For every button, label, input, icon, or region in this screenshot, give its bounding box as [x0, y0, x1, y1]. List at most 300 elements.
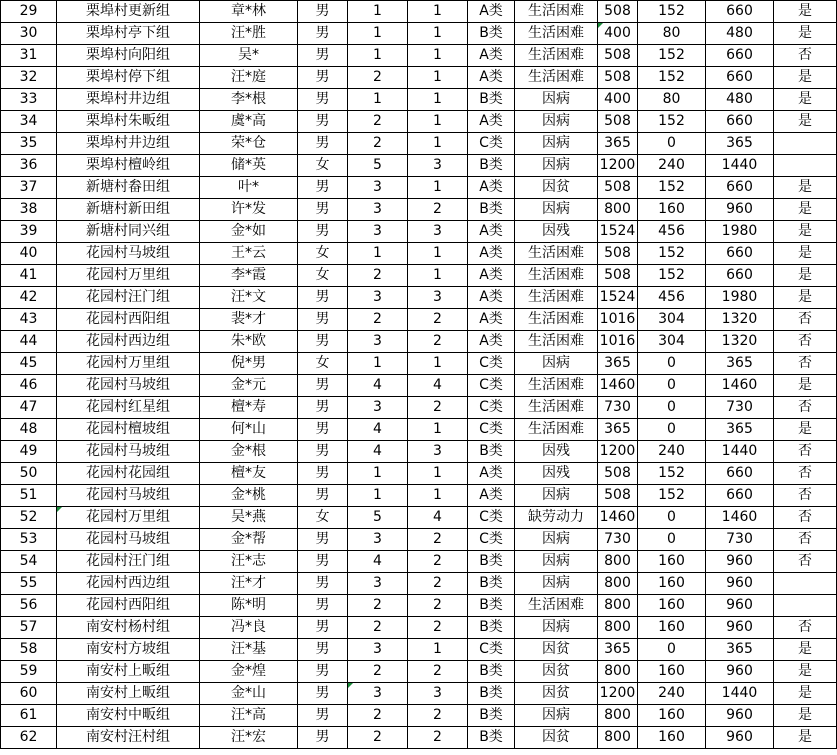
village-group[interactable]: 南安村汪村组 — [57, 727, 200, 749]
status-flag[interactable]: 是 — [774, 89, 837, 111]
household-size[interactable]: 3 — [348, 287, 408, 309]
gender[interactable]: 男 — [298, 45, 348, 67]
status-flag[interactable]: 是 — [774, 419, 837, 441]
amount-2[interactable]: 160 — [638, 661, 706, 683]
table-row[interactable] — [1, 573, 837, 595]
village-group[interactable]: 花园村马坡组 — [57, 243, 200, 265]
total-amount[interactable]: 660 — [706, 485, 774, 507]
status-flag[interactable]: 是 — [774, 199, 837, 221]
gender[interactable]: 男 — [298, 639, 348, 661]
total-amount[interactable]: 660 — [706, 1, 774, 23]
village-group[interactable]: 花园村马坡组 — [57, 441, 200, 463]
category[interactable]: B类 — [468, 617, 515, 639]
total-amount[interactable]: 960 — [706, 661, 774, 683]
row-number[interactable]: 52 — [1, 507, 57, 529]
person-name[interactable]: 金*煌 — [200, 661, 298, 683]
total-amount[interactable]: 1440 — [706, 441, 774, 463]
count[interactable]: 1 — [408, 111, 468, 133]
row-number[interactable]: 55 — [1, 573, 57, 595]
table-row[interactable] — [1, 617, 837, 639]
status-flag[interactable]: 是 — [774, 705, 837, 727]
household-size[interactable]: 2 — [348, 111, 408, 133]
table-row[interactable] — [1, 727, 837, 749]
category[interactable]: B类 — [468, 23, 515, 45]
reason[interactable]: 因病 — [515, 199, 598, 221]
status-flag[interactable]: 否 — [774, 507, 837, 529]
table-row[interactable] — [1, 177, 837, 199]
gender[interactable]: 男 — [298, 463, 348, 485]
person-name[interactable]: 金*元 — [200, 375, 298, 397]
count[interactable]: 3 — [408, 287, 468, 309]
status-flag[interactable]: 否 — [774, 353, 837, 375]
status-flag[interactable] — [774, 573, 837, 595]
person-name[interactable]: 吴*燕 — [200, 507, 298, 529]
village-group[interactable]: 栗埠村亭下组 — [57, 23, 200, 45]
total-amount[interactable]: 1460 — [706, 375, 774, 397]
amount-1[interactable]: 1524 — [598, 287, 638, 309]
row-number[interactable]: 36 — [1, 155, 57, 177]
gender[interactable]: 男 — [298, 375, 348, 397]
amount-2[interactable]: 304 — [638, 331, 706, 353]
row-number[interactable]: 31 — [1, 45, 57, 67]
amount-2[interactable]: 160 — [638, 551, 706, 573]
status-flag[interactable] — [774, 155, 837, 177]
reason[interactable]: 生活困难 — [515, 243, 598, 265]
amount-1[interactable]: 800 — [598, 595, 638, 617]
village-group[interactable]: 花园村马坡组 — [57, 485, 200, 507]
amount-2[interactable]: 160 — [638, 727, 706, 749]
gender[interactable]: 女 — [298, 265, 348, 287]
total-amount[interactable]: 480 — [706, 89, 774, 111]
gender[interactable]: 男 — [298, 551, 348, 573]
category[interactable]: A类 — [468, 331, 515, 353]
row-number[interactable]: 35 — [1, 133, 57, 155]
amount-1[interactable]: 508 — [598, 1, 638, 23]
gender[interactable]: 男 — [298, 419, 348, 441]
category[interactable]: A类 — [468, 485, 515, 507]
household-size[interactable]: 4 — [348, 419, 408, 441]
household-size[interactable]: 2 — [348, 67, 408, 89]
reason[interactable]: 生活困难 — [515, 265, 598, 287]
person-name[interactable]: 金*如 — [200, 221, 298, 243]
amount-1[interactable]: 800 — [598, 199, 638, 221]
village-group[interactable]: 南安村杨村组 — [57, 617, 200, 639]
status-flag[interactable]: 否 — [774, 309, 837, 331]
amount-2[interactable]: 160 — [638, 573, 706, 595]
amount-1[interactable]: 400 — [598, 23, 638, 45]
reason[interactable]: 因残 — [515, 221, 598, 243]
table-row[interactable] — [1, 661, 837, 683]
category[interactable]: B类 — [468, 683, 515, 705]
count[interactable]: 1 — [408, 463, 468, 485]
village-group[interactable]: 花园村西边组 — [57, 331, 200, 353]
amount-2[interactable]: 80 — [638, 23, 706, 45]
household-size[interactable]: 1 — [348, 1, 408, 23]
person-name[interactable]: 储*英 — [200, 155, 298, 177]
row-number[interactable]: 38 — [1, 199, 57, 221]
gender[interactable]: 男 — [298, 397, 348, 419]
amount-1[interactable]: 508 — [598, 177, 638, 199]
reason[interactable]: 生活困难 — [515, 595, 598, 617]
row-number[interactable]: 48 — [1, 419, 57, 441]
gender[interactable]: 男 — [298, 199, 348, 221]
count[interactable]: 2 — [408, 199, 468, 221]
row-number[interactable]: 53 — [1, 529, 57, 551]
amount-1[interactable]: 800 — [598, 727, 638, 749]
village-group[interactable]: 南安村上畈组 — [57, 661, 200, 683]
village-group[interactable]: 南安村中畈组 — [57, 705, 200, 727]
amount-2[interactable]: 0 — [638, 507, 706, 529]
amount-1[interactable]: 1016 — [598, 331, 638, 353]
row-number[interactable]: 34 — [1, 111, 57, 133]
household-size[interactable]: 2 — [348, 727, 408, 749]
reason[interactable]: 因贫 — [515, 727, 598, 749]
row-number[interactable]: 54 — [1, 551, 57, 573]
village-group[interactable]: 新塘村新田组 — [57, 199, 200, 221]
gender[interactable]: 男 — [298, 595, 348, 617]
category[interactable]: B类 — [468, 595, 515, 617]
person-name[interactable]: 许*发 — [200, 199, 298, 221]
amount-1[interactable]: 1200 — [598, 155, 638, 177]
table-row[interactable] — [1, 45, 837, 67]
count[interactable]: 2 — [408, 529, 468, 551]
table-row[interactable] — [1, 683, 837, 705]
person-name[interactable]: 倪*男 — [200, 353, 298, 375]
person-name[interactable]: 檀*友 — [200, 463, 298, 485]
household-size[interactable]: 1 — [348, 463, 408, 485]
table-row[interactable] — [1, 23, 837, 45]
gender[interactable]: 男 — [298, 1, 348, 23]
gender[interactable]: 女 — [298, 243, 348, 265]
household-size[interactable]: 2 — [348, 265, 408, 287]
count[interactable]: 1 — [408, 639, 468, 661]
count[interactable]: 3 — [408, 221, 468, 243]
category[interactable]: B类 — [468, 155, 515, 177]
total-amount[interactable]: 365 — [706, 419, 774, 441]
amount-1[interactable]: 1200 — [598, 683, 638, 705]
amount-2[interactable]: 0 — [638, 375, 706, 397]
total-amount[interactable]: 1980 — [706, 287, 774, 309]
row-number[interactable]: 56 — [1, 595, 57, 617]
status-flag[interactable]: 否 — [774, 45, 837, 67]
total-amount[interactable]: 1440 — [706, 683, 774, 705]
amount-2[interactable]: 152 — [638, 243, 706, 265]
reason[interactable]: 因病 — [515, 353, 598, 375]
amount-1[interactable]: 1460 — [598, 507, 638, 529]
reason[interactable]: 因贫 — [515, 177, 598, 199]
household-size[interactable]: 5 — [348, 155, 408, 177]
village-group[interactable]: 花园村西边组 — [57, 573, 200, 595]
village-group[interactable]: 新塘村同兴组 — [57, 221, 200, 243]
village-group[interactable]: 栗埠村朱畈组 — [57, 111, 200, 133]
person-name[interactable]: 吴* — [200, 45, 298, 67]
amount-1[interactable]: 508 — [598, 243, 638, 265]
row-number[interactable]: 50 — [1, 463, 57, 485]
amount-2[interactable]: 160 — [638, 595, 706, 617]
reason[interactable]: 因贫 — [515, 639, 598, 661]
household-size[interactable]: 3 — [348, 199, 408, 221]
count[interactable]: 1 — [408, 45, 468, 67]
category[interactable]: A类 — [468, 243, 515, 265]
gender[interactable]: 女 — [298, 155, 348, 177]
gender[interactable]: 男 — [298, 661, 348, 683]
reason[interactable]: 生活困难 — [515, 309, 598, 331]
amount-2[interactable]: 0 — [638, 639, 706, 661]
count[interactable]: 2 — [408, 309, 468, 331]
category[interactable]: C类 — [468, 133, 515, 155]
row-number[interactable]: 44 — [1, 331, 57, 353]
category[interactable]: B类 — [468, 551, 515, 573]
village-group[interactable]: 花园村万里组 — [57, 353, 200, 375]
person-name[interactable]: 章*林 — [200, 1, 298, 23]
category[interactable]: C类 — [468, 375, 515, 397]
amount-2[interactable]: 240 — [638, 441, 706, 463]
total-amount[interactable]: 660 — [706, 111, 774, 133]
status-flag[interactable]: 是 — [774, 243, 837, 265]
reason[interactable]: 因病 — [515, 551, 598, 573]
row-number[interactable]: 33 — [1, 89, 57, 111]
amount-1[interactable]: 1460 — [598, 375, 638, 397]
reason[interactable]: 生活困难 — [515, 419, 598, 441]
person-name[interactable]: 荣*仓 — [200, 133, 298, 155]
row-number[interactable]: 61 — [1, 705, 57, 727]
table-row[interactable] — [1, 705, 837, 727]
total-amount[interactable]: 960 — [706, 595, 774, 617]
gender[interactable]: 男 — [298, 683, 348, 705]
row-number[interactable]: 47 — [1, 397, 57, 419]
amount-2[interactable]: 0 — [638, 419, 706, 441]
person-name[interactable]: 李*霞 — [200, 265, 298, 287]
village-group[interactable]: 花园村马坡组 — [57, 529, 200, 551]
amount-2[interactable]: 152 — [638, 463, 706, 485]
status-flag[interactable]: 否 — [774, 441, 837, 463]
gender[interactable]: 男 — [298, 67, 348, 89]
amount-2[interactable]: 152 — [638, 177, 706, 199]
total-amount[interactable]: 660 — [706, 243, 774, 265]
total-amount[interactable]: 365 — [706, 353, 774, 375]
count[interactable]: 2 — [408, 705, 468, 727]
amount-1[interactable]: 508 — [598, 67, 638, 89]
person-name[interactable]: 汪*高 — [200, 705, 298, 727]
status-flag[interactable]: 是 — [774, 683, 837, 705]
total-amount[interactable]: 365 — [706, 639, 774, 661]
table-row[interactable] — [1, 243, 837, 265]
gender[interactable]: 男 — [298, 617, 348, 639]
reason[interactable]: 生活困难 — [515, 331, 598, 353]
row-number[interactable]: 46 — [1, 375, 57, 397]
gender[interactable]: 男 — [298, 309, 348, 331]
reason[interactable]: 生活困难 — [515, 397, 598, 419]
status-flag[interactable]: 是 — [774, 221, 837, 243]
person-name[interactable]: 何*山 — [200, 419, 298, 441]
amount-1[interactable]: 800 — [598, 551, 638, 573]
table-row[interactable] — [1, 551, 837, 573]
category[interactable]: B类 — [468, 199, 515, 221]
amount-2[interactable]: 456 — [638, 221, 706, 243]
row-number[interactable]: 42 — [1, 287, 57, 309]
gender[interactable]: 男 — [298, 727, 348, 749]
row-number[interactable]: 51 — [1, 485, 57, 507]
amount-2[interactable]: 152 — [638, 1, 706, 23]
person-name[interactable]: 金*帮 — [200, 529, 298, 551]
row-number[interactable]: 58 — [1, 639, 57, 661]
count[interactable]: 2 — [408, 551, 468, 573]
category[interactable]: B类 — [468, 441, 515, 463]
category[interactable]: A类 — [468, 1, 515, 23]
status-flag[interactable]: 是 — [774, 23, 837, 45]
village-group[interactable]: 栗埠村向阳组 — [57, 45, 200, 67]
count[interactable]: 1 — [408, 265, 468, 287]
total-amount[interactable]: 1980 — [706, 221, 774, 243]
amount-2[interactable]: 152 — [638, 67, 706, 89]
category[interactable]: A类 — [468, 67, 515, 89]
gender[interactable]: 女 — [298, 507, 348, 529]
total-amount[interactable]: 1460 — [706, 507, 774, 529]
village-group[interactable]: 新塘村畚田组 — [57, 177, 200, 199]
status-flag[interactable]: 否 — [774, 529, 837, 551]
household-size[interactable]: 2 — [348, 617, 408, 639]
status-flag[interactable] — [774, 133, 837, 155]
total-amount[interactable]: 660 — [706, 67, 774, 89]
row-number[interactable]: 29 — [1, 1, 57, 23]
table-row[interactable] — [1, 111, 837, 133]
amount-2[interactable]: 152 — [638, 45, 706, 67]
amount-2[interactable]: 240 — [638, 683, 706, 705]
gender[interactable]: 男 — [298, 529, 348, 551]
amount-1[interactable]: 365 — [598, 419, 638, 441]
village-group[interactable]: 南安村方坡组 — [57, 639, 200, 661]
amount-1[interactable]: 1524 — [598, 221, 638, 243]
table-row[interactable] — [1, 199, 837, 221]
table-row[interactable] — [1, 309, 837, 331]
category[interactable]: B类 — [468, 661, 515, 683]
table-row[interactable] — [1, 1, 837, 23]
gender[interactable]: 男 — [298, 287, 348, 309]
amount-1[interactable]: 730 — [598, 529, 638, 551]
person-name[interactable]: 汪*胜 — [200, 23, 298, 45]
total-amount[interactable]: 960 — [706, 705, 774, 727]
status-flag[interactable]: 是 — [774, 727, 837, 749]
status-flag[interactable]: 是 — [774, 661, 837, 683]
household-size[interactable]: 5 — [348, 507, 408, 529]
total-amount[interactable]: 730 — [706, 397, 774, 419]
reason[interactable]: 生活困难 — [515, 287, 598, 309]
total-amount[interactable]: 660 — [706, 177, 774, 199]
count[interactable]: 3 — [408, 683, 468, 705]
reason[interactable]: 生活困难 — [515, 45, 598, 67]
total-amount[interactable]: 1320 — [706, 331, 774, 353]
amount-1[interactable]: 365 — [598, 639, 638, 661]
count[interactable]: 2 — [408, 617, 468, 639]
reason[interactable]: 因病 — [515, 573, 598, 595]
status-flag[interactable]: 是 — [774, 177, 837, 199]
household-size[interactable]: 4 — [348, 551, 408, 573]
count[interactable]: 1 — [408, 353, 468, 375]
amount-2[interactable]: 456 — [638, 287, 706, 309]
reason[interactable]: 因贫 — [515, 661, 598, 683]
amount-1[interactable]: 508 — [598, 463, 638, 485]
table-row[interactable] — [1, 463, 837, 485]
category[interactable]: A类 — [468, 177, 515, 199]
status-flag[interactable]: 否 — [774, 551, 837, 573]
household-size[interactable]: 1 — [348, 353, 408, 375]
person-name[interactable]: 冯*良 — [200, 617, 298, 639]
count[interactable]: 2 — [408, 595, 468, 617]
table-row[interactable] — [1, 265, 837, 287]
category[interactable]: B类 — [468, 705, 515, 727]
household-size[interactable]: 2 — [348, 309, 408, 331]
person-name[interactable]: 汪*宏 — [200, 727, 298, 749]
row-number[interactable]: 62 — [1, 727, 57, 749]
row-number[interactable]: 39 — [1, 221, 57, 243]
person-name[interactable]: 金*桃 — [200, 485, 298, 507]
table-row[interactable] — [1, 375, 837, 397]
row-number[interactable]: 43 — [1, 309, 57, 331]
table-row[interactable] — [1, 331, 837, 353]
person-name[interactable]: 裴*才 — [200, 309, 298, 331]
category[interactable]: A类 — [468, 111, 515, 133]
count[interactable]: 1 — [408, 23, 468, 45]
household-size[interactable]: 2 — [348, 661, 408, 683]
reason[interactable]: 因病 — [515, 705, 598, 727]
amount-1[interactable]: 1016 — [598, 309, 638, 331]
row-number[interactable]: 57 — [1, 617, 57, 639]
household-size[interactable]: 3 — [348, 529, 408, 551]
reason[interactable]: 生活困难 — [515, 23, 598, 45]
status-flag[interactable]: 是 — [774, 67, 837, 89]
table-row[interactable] — [1, 287, 837, 309]
person-name[interactable]: 陈*明 — [200, 595, 298, 617]
person-name[interactable]: 金*山 — [200, 683, 298, 705]
total-amount[interactable]: 960 — [706, 617, 774, 639]
amount-2[interactable]: 0 — [638, 397, 706, 419]
household-size[interactable]: 4 — [348, 441, 408, 463]
amount-2[interactable]: 0 — [638, 353, 706, 375]
category[interactable]: C类 — [468, 529, 515, 551]
total-amount[interactable]: 660 — [706, 45, 774, 67]
person-name[interactable]: 汪*庭 — [200, 67, 298, 89]
reason[interactable]: 因病 — [515, 111, 598, 133]
amount-1[interactable]: 800 — [598, 617, 638, 639]
person-name[interactable]: 汪*基 — [200, 639, 298, 661]
village-group[interactable]: 花园村西阳组 — [57, 309, 200, 331]
person-name[interactable]: 汪*志 — [200, 551, 298, 573]
person-name[interactable]: 檀*寿 — [200, 397, 298, 419]
household-size[interactable]: 1 — [348, 23, 408, 45]
reason[interactable]: 因病 — [515, 485, 598, 507]
status-flag[interactable]: 否 — [774, 397, 837, 419]
total-amount[interactable]: 960 — [706, 727, 774, 749]
status-flag[interactable]: 否 — [774, 463, 837, 485]
household-size[interactable]: 1 — [348, 89, 408, 111]
total-amount[interactable]: 960 — [706, 199, 774, 221]
amount-1[interactable]: 800 — [598, 573, 638, 595]
household-size[interactable]: 1 — [348, 243, 408, 265]
count[interactable]: 1 — [408, 67, 468, 89]
household-size[interactable]: 3 — [348, 177, 408, 199]
amount-2[interactable]: 80 — [638, 89, 706, 111]
gender[interactable]: 男 — [298, 221, 348, 243]
status-flag[interactable]: 是 — [774, 287, 837, 309]
category[interactable]: A类 — [468, 265, 515, 287]
status-flag[interactable]: 否 — [774, 617, 837, 639]
person-name[interactable]: 李*根 — [200, 89, 298, 111]
count[interactable]: 1 — [408, 1, 468, 23]
amount-2[interactable]: 0 — [638, 133, 706, 155]
amount-1[interactable]: 800 — [598, 705, 638, 727]
amount-2[interactable]: 0 — [638, 529, 706, 551]
village-group[interactable]: 花园村红星组 — [57, 397, 200, 419]
